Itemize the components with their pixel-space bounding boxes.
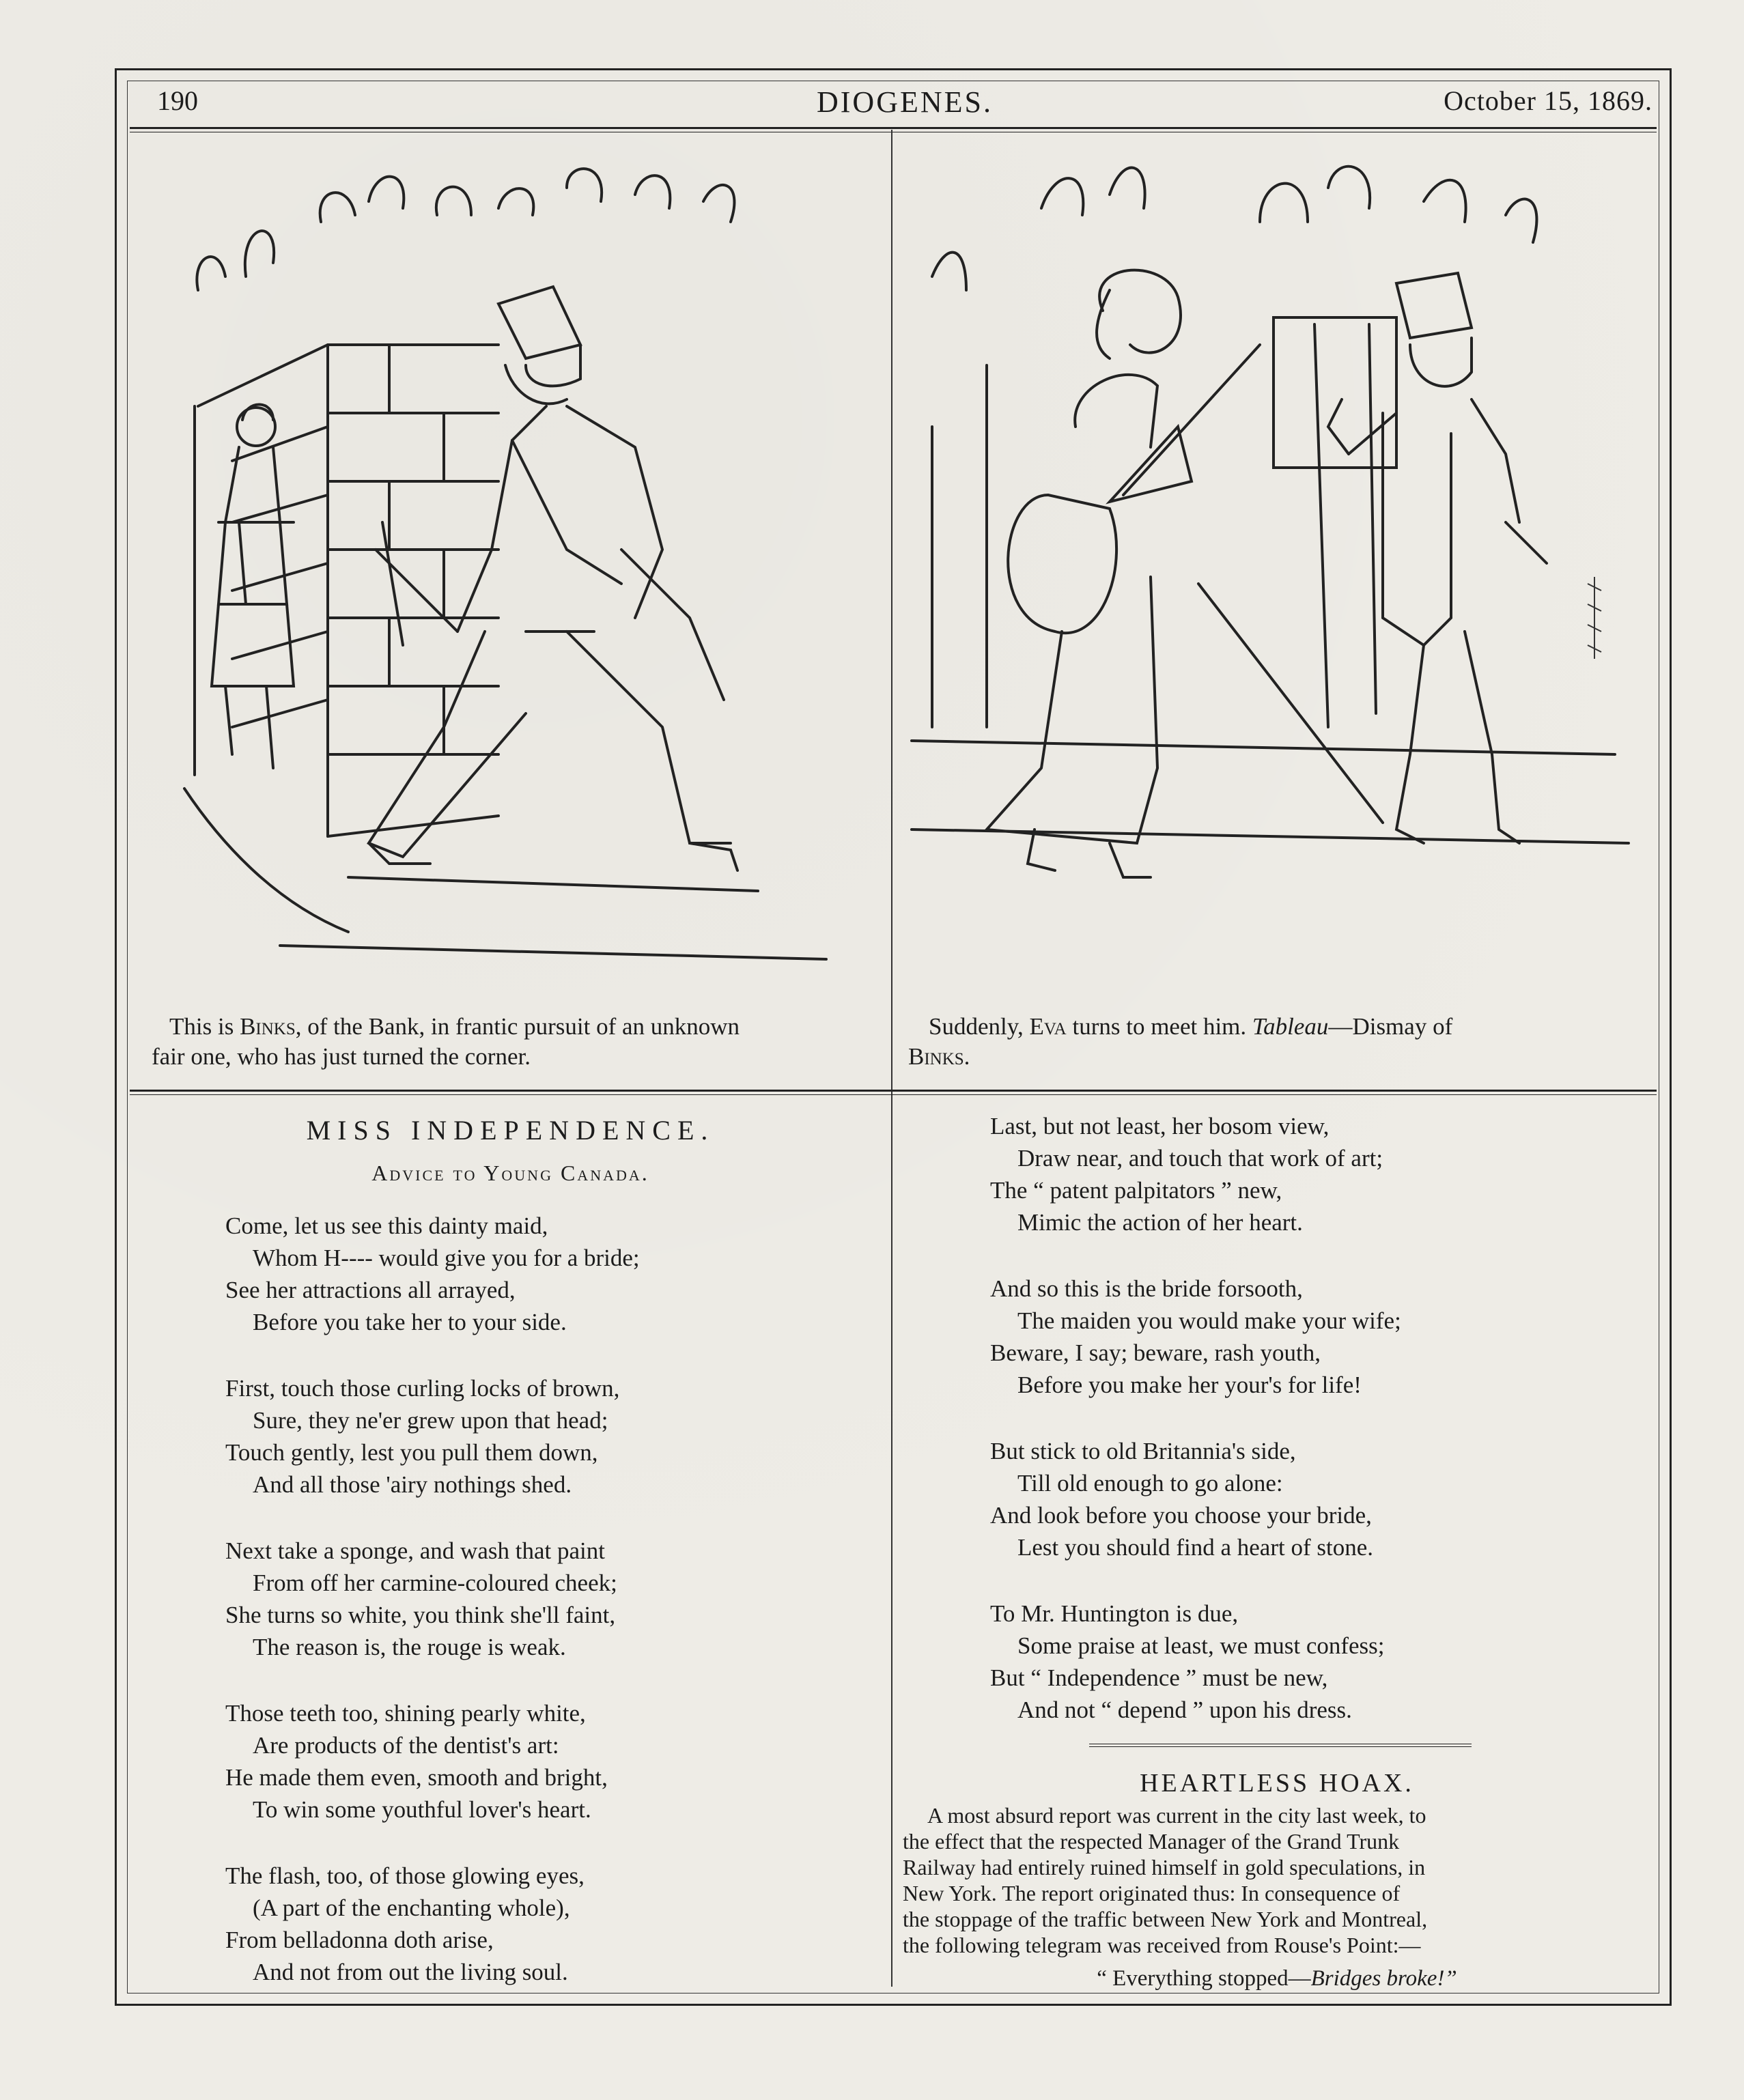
hoax-line: A most absurd report was current in the city last week, to	[927, 1803, 1426, 1828]
poem-line: The reason is, the rouge is weak.	[253, 1634, 566, 1660]
poem-line: Before you make her your's for life!	[1017, 1372, 1362, 1398]
poem-stanza-9	[990, 1598, 1385, 1726]
poem-line: Lest you should find a heart of stone.	[1017, 1534, 1374, 1561]
poem-line: (A part of the enchanting whole),	[253, 1895, 570, 1921]
left-cartoon-caption	[152, 1012, 882, 1072]
hoax-line: the stoppage of the traffic between New York and Montreal,	[903, 1907, 1428, 1931]
right-cartoon-caption	[908, 1012, 1652, 1072]
poem-line: First, touch those curling locks of brown,	[225, 1375, 620, 1402]
poem-stanza-7	[990, 1273, 1401, 1401]
poem-title: MISS INDEPENDENCE.	[306, 1115, 715, 1146]
caption-text: , of the Bank, in frantic pursuit of an unknown	[295, 1013, 740, 1040]
poem-line: Those teeth too, shining pearly white,	[225, 1700, 586, 1727]
page-number: 190	[157, 85, 198, 116]
poem-line: Till old enough to go alone:	[1017, 1470, 1283, 1496]
poem-line: To Mr. Huntington is due,	[990, 1600, 1239, 1627]
poem-line: And look before you choose your bride,	[990, 1502, 1372, 1529]
caption-text: This is	[169, 1013, 240, 1040]
poem-line: He made them even, smooth and bright,	[225, 1764, 608, 1791]
masthead-title: DIOGENES.	[817, 85, 993, 119]
poem-line: But stick to old Britannia's side,	[990, 1438, 1296, 1464]
hoax-paragraph	[903, 1802, 1650, 1958]
poem-line: The maiden you would make your wife;	[1017, 1307, 1401, 1334]
poem-line: And so this is the bride forsooth,	[990, 1275, 1303, 1302]
poem-subtitle: Advice to Young Canada.	[371, 1161, 649, 1185]
poem-line: She turns so white, you think she'll faint,	[225, 1602, 616, 1628]
caption-text: Suddenly,	[929, 1013, 1030, 1040]
poem-line: Whom H---- would give you for a bride;	[253, 1245, 640, 1271]
poem-line: Mimic the action of her heart.	[1017, 1209, 1303, 1236]
cartoon-eva-tableau	[905, 140, 1649, 993]
poem-line: From off her carmine-coloured cheek;	[253, 1570, 617, 1596]
poem-stanza-6	[990, 1110, 1383, 1238]
poem-line: From belladonna doth arise,	[225, 1927, 494, 1953]
poem-stanza-2	[225, 1372, 619, 1501]
hoax-line: Railway had entirely ruined himself in gold speculations, in	[903, 1855, 1426, 1879]
caption-line-2: fair one, who has just turned the corner.	[152, 1043, 531, 1070]
poem-stanza-4	[225, 1697, 608, 1826]
article-rule	[1089, 1744, 1472, 1747]
poem-line: Are products of the dentist's art:	[253, 1732, 559, 1759]
section-rule	[130, 1090, 1657, 1095]
poem-line: The “ patent palpitators ” new,	[990, 1177, 1282, 1204]
poem-line: Beware, I say; beware, rash youth,	[990, 1339, 1321, 1366]
hoax-line: New York. The report originated thus: In consequence of	[903, 1881, 1401, 1905]
poem-line: But “ Independence ” must be new,	[990, 1664, 1328, 1691]
cartoon-binks-pursuit	[143, 140, 881, 993]
caption-name-binks: Binks	[240, 1013, 296, 1040]
poem-line: Touch gently, lest you pull them down,	[225, 1439, 598, 1466]
poem-line: Before you take her to your side.	[253, 1309, 567, 1335]
caption-italic-tableau: Tableau	[1252, 1013, 1329, 1040]
poem-line: And not from out the living soul.	[253, 1959, 568, 1985]
poem-line: Next take a sponge, and wash that paint	[225, 1537, 605, 1564]
poem-line: The flash, too, of those glowing eyes,	[225, 1862, 585, 1889]
caption-text: turns to meet him.	[1066, 1013, 1252, 1040]
poem-line: And all those 'airy nothings shed.	[253, 1471, 572, 1498]
hoax-telegram	[895, 1966, 1659, 1991]
page-header	[157, 81, 1652, 128]
poem-line: Draw near, and touch that work of art;	[1017, 1145, 1383, 1172]
poem-stanza-1	[225, 1210, 640, 1338]
poem-stanza-5	[225, 1860, 585, 1988]
poem-line: Come, let us see this dainty maid,	[225, 1212, 548, 1239]
poem-line: Some praise at least, we must confess;	[1017, 1632, 1385, 1659]
caption-text: —Dismay of	[1328, 1013, 1453, 1040]
poem-line: And not “ depend ” upon his dress.	[1017, 1697, 1352, 1723]
issue-date: October 15, 1869.	[1444, 85, 1652, 116]
hoax-line: the following telegram was received from Rouse's Point:—	[903, 1933, 1421, 1957]
poem-line: To win some youthful lover's heart.	[253, 1796, 591, 1823]
telegram-text: “ Everything stopped—	[1097, 1966, 1311, 1991]
caption-line-2: Binks.	[908, 1043, 970, 1070]
caption-name-eva: Eva	[1029, 1013, 1067, 1040]
column-divider	[891, 130, 892, 1987]
telegram-italic: Bridges broke!”	[1310, 1966, 1457, 1991]
poem-stanza-3	[225, 1535, 617, 1663]
hoax-title: HEARTLESS HOAX.	[1140, 1769, 1414, 1798]
poem-stanza-8	[990, 1435, 1373, 1563]
poem-line: See her attractions all arrayed,	[225, 1277, 516, 1303]
header-rule	[130, 127, 1657, 132]
hoax-line: the effect that the respected Manager of the Grand Trunk	[903, 1829, 1400, 1854]
poem-line: Last, but not least, her bosom view,	[990, 1113, 1330, 1139]
poem-line: Sure, they ne'er grew upon that head;	[253, 1407, 608, 1434]
